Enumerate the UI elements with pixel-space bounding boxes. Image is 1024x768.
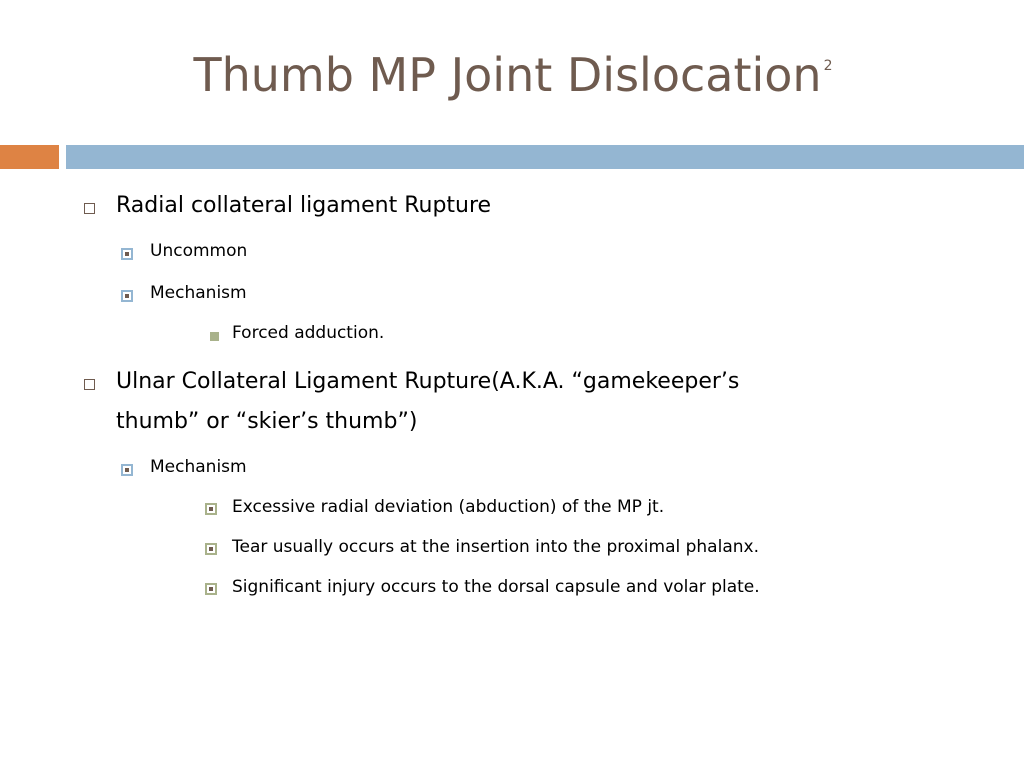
bullet-uncommon: Uncommon — [150, 241, 248, 261]
boxed-square-bullet-icon — [205, 543, 217, 555]
bullet-excessive-radial-deviation: Excessive radial deviation (abduction) of the MP jt. — [232, 497, 665, 517]
boxed-square-bullet-icon — [121, 248, 133, 260]
accent-bar-blue — [66, 145, 1024, 169]
bullet-ulnar-collateral-line2: thumb” or “skier’s thumb”) — [116, 409, 418, 434]
slide-title — [0, 48, 1024, 102]
accent-bar-orange — [0, 145, 59, 169]
slide-number: 2 — [823, 58, 833, 74]
bullet-mechanism-radial: Mechanism — [150, 283, 247, 303]
hollow-square-bullet-icon — [84, 203, 95, 214]
bullet-forced-adduction: Forced adduction. — [232, 323, 385, 343]
bullet-ulnar-collateral-line1: Ulnar Collateral Ligament Rupture(A.K.A. “gamekeeper’s — [116, 369, 740, 394]
boxed-square-bullet-icon — [121, 464, 133, 476]
bullet-radial-collateral: Radial collateral ligament Rupture — [116, 193, 492, 218]
bullet-mechanism-ulnar: Mechanism — [150, 457, 247, 477]
boxed-square-bullet-icon — [121, 290, 133, 302]
boxed-square-bullet-icon — [205, 503, 217, 515]
bullet-tear-insertion: Tear usually occurs at the insertion into the proximal phalanx. — [232, 537, 759, 557]
hollow-square-bullet-icon — [84, 379, 95, 390]
solid-square-bullet-icon — [210, 332, 219, 341]
slide-title-text: Thumb MP Joint Dislocation — [193, 48, 822, 102]
bullet-significant-injury: Significant injury occurs to the dorsal capsule and volar plate. — [232, 577, 760, 597]
boxed-square-bullet-icon — [205, 583, 217, 595]
